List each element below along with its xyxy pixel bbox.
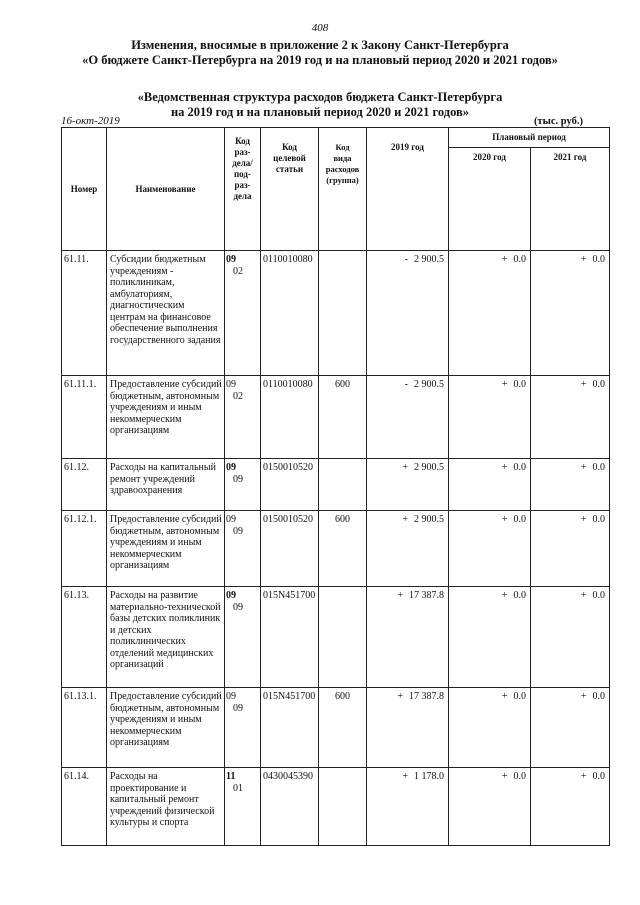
row-amount-2019 <box>367 587 449 688</box>
sign: + <box>501 771 508 782</box>
row-amount-2020 <box>449 511 531 587</box>
sign: + <box>501 379 508 390</box>
value: 0.0 <box>513 691 526 702</box>
header-number: Номер <box>62 128 107 251</box>
row-razdel-code: 11 <box>226 771 236 782</box>
row-amount-2021 <box>531 587 610 688</box>
value: 0.0 <box>513 514 526 525</box>
header-tselevaya-statya: Код целевой статьи <box>261 128 319 251</box>
row-number: 61.11.1. <box>62 376 107 459</box>
row-podrazdel-code: 09 <box>233 702 243 714</box>
row-amount-2020 <box>449 376 531 459</box>
row-name: Предоставление субсидий бюджетным, автономным учреждениям и иным некоммерческим организациям <box>107 688 225 768</box>
row-vid-rashodov: 600 <box>319 376 367 459</box>
row-tselevaya-statya: 0150010520 <box>261 459 319 511</box>
header-name: Наименование <box>107 128 225 251</box>
row-tselevaya-statya: 0110010080 <box>261 251 319 376</box>
sign: + <box>397 590 403 601</box>
row-vid-rashodov <box>319 459 367 511</box>
sign: + <box>580 514 587 525</box>
table-row <box>62 376 610 459</box>
sign: + <box>501 590 508 601</box>
row-razdel <box>225 768 261 846</box>
row-vid-rashodov <box>319 251 367 376</box>
row-number: 61.12. <box>62 459 107 511</box>
value: 0.0 <box>513 771 526 782</box>
value: 2 900.5 <box>414 254 444 265</box>
sign: + <box>402 462 408 473</box>
header-plan-period: Плановый период <box>449 128 610 148</box>
header-vid-rashodov: Код вида расходов (группа) <box>319 128 367 251</box>
row-razdel <box>225 688 261 768</box>
row-number: 61.11. <box>62 251 107 376</box>
row-podrazdel-code: 09 <box>233 601 243 613</box>
sign: + <box>580 590 587 601</box>
sign: + <box>580 691 587 702</box>
units-label: (тыс. руб.) <box>534 116 583 127</box>
row-amount-2019 <box>367 459 449 511</box>
row-amount-2019 <box>367 768 449 846</box>
value: 2 900.5 <box>414 379 444 390</box>
row-podrazdel-code: 01 <box>233 782 243 794</box>
value: 0.0 <box>592 254 605 265</box>
row-razdel-code: 09 <box>226 514 236 525</box>
row-vid-rashodov <box>319 768 367 846</box>
row-razdel-code: 09 <box>226 462 236 473</box>
value: 0.0 <box>592 691 605 702</box>
row-razdel <box>225 511 261 587</box>
budget-table <box>61 127 610 846</box>
sign: + <box>501 254 508 265</box>
row-tselevaya-statya: 0110010080 <box>261 376 319 459</box>
row-name: Предоставление субсидий бюджетным, автономным учреждениям и иным некоммерческим организациям <box>107 376 225 459</box>
row-podrazdel-code: 02 <box>233 390 243 402</box>
sign: + <box>402 514 408 525</box>
row-amount-2020 <box>449 768 531 846</box>
sign: - <box>404 254 408 265</box>
sign: + <box>580 379 587 390</box>
document-date: 16-окт-2019 <box>61 115 120 127</box>
value: 0.0 <box>513 254 526 265</box>
row-name: Расходы на развитие материально-технической базы детских поликлиник и детских поликлинических отделений медицинских организаций <box>107 587 225 688</box>
value: 0.0 <box>592 771 605 782</box>
value: 0.0 <box>592 462 605 473</box>
row-name: Субсидии бюджетным учреждениям - поликлиникам, амбулаториям, диагностическим центрам на финансовое обеспечение выполнения государственного задания <box>107 251 225 376</box>
row-amount-2021 <box>531 768 610 846</box>
row-amount-2019 <box>367 511 449 587</box>
row-name: Расходы на проектирование и капитальный ремонт учреждений физической культуры и спорта <box>107 768 225 846</box>
document-title <box>0 38 640 68</box>
row-amount-2021 <box>531 511 610 587</box>
row-name: Предоставление субсидий бюджетным, автономным учреждениям и иным некоммерческим организациям <box>107 511 225 587</box>
sign: + <box>397 691 403 702</box>
row-amount-2021 <box>531 376 610 459</box>
row-razdel-code: 09 <box>226 254 236 265</box>
sign: - <box>404 379 408 390</box>
value: 1 178.0 <box>414 771 444 782</box>
row-razdel <box>225 587 261 688</box>
sign: + <box>402 771 408 782</box>
row-amount-2020 <box>449 251 531 376</box>
row-razdel <box>225 251 261 376</box>
sign: + <box>580 254 587 265</box>
row-podrazdel-code: 09 <box>233 473 243 485</box>
table-row <box>62 251 610 376</box>
table-title-line: на 2019 год и на плановый период 2020 и 2021 годов» <box>170 105 470 119</box>
header-2021: 2021 год <box>531 148 610 251</box>
row-amount-2020 <box>449 587 531 688</box>
row-amount-2019 <box>367 251 449 376</box>
sign: + <box>501 691 508 702</box>
row-razdel <box>225 376 261 459</box>
table-row <box>62 459 610 511</box>
header-2020: 2020 год <box>449 148 531 251</box>
row-tselevaya-statya: 015N451700 <box>261 587 319 688</box>
row-razdel-code: 09 <box>226 379 236 390</box>
document-title-line: Изменения, вносимые в приложение 2 к Закону Санкт-Петербурга <box>131 38 509 52</box>
value: 0.0 <box>592 514 605 525</box>
row-amount-2020 <box>449 459 531 511</box>
row-tselevaya-statya: 015N451700 <box>261 688 319 768</box>
table-row <box>62 688 610 768</box>
sign: + <box>580 771 587 782</box>
row-amount-2020 <box>449 688 531 768</box>
row-amount-2019 <box>367 688 449 768</box>
table-row <box>62 768 610 846</box>
sign: + <box>501 514 508 525</box>
document-title-line: «О бюджете Санкт-Петербурга на 2019 год и на плановый период 2020 и 2021 годов» <box>82 53 558 67</box>
row-amount-2021 <box>531 459 610 511</box>
header-razdel: Код раз- дела/ под- раз- дела <box>225 128 261 251</box>
row-podrazdel-code: 02 <box>233 265 243 277</box>
table-row <box>62 587 610 688</box>
table-title-line: «Ведомственная структура расходов бюджета Санкт-Петербурга <box>137 90 503 104</box>
value: 17 387.8 <box>409 691 444 702</box>
sign: + <box>580 462 587 473</box>
row-name: Расходы на капитальный ремонт учреждений здравоохранения <box>107 459 225 511</box>
sign: + <box>501 462 508 473</box>
row-tselevaya-statya: 0150010520 <box>261 511 319 587</box>
value: 2 900.5 <box>414 514 444 525</box>
page-number: 408 <box>311 22 329 34</box>
value: 0.0 <box>513 590 526 601</box>
row-tselevaya-statya: 0430045390 <box>261 768 319 846</box>
value: 0.0 <box>513 379 526 390</box>
row-vid-rashodov: 600 <box>319 511 367 587</box>
row-amount-2021 <box>531 251 610 376</box>
header-2019: 2019 год <box>367 128 449 251</box>
value: 0.0 <box>513 462 526 473</box>
value: 0.0 <box>592 590 605 601</box>
row-number: 61.14. <box>62 768 107 846</box>
row-amount-2021 <box>531 688 610 768</box>
row-podrazdel-code: 09 <box>233 525 243 537</box>
row-razdel <box>225 459 261 511</box>
row-number: 61.12.1. <box>62 511 107 587</box>
value: 0.0 <box>592 379 605 390</box>
row-vid-rashodov <box>319 587 367 688</box>
row-number: 61.13.1. <box>62 688 107 768</box>
table-row <box>62 511 610 587</box>
value: 2 900.5 <box>414 462 444 473</box>
row-amount-2019 <box>367 376 449 459</box>
row-razdel-code: 09 <box>226 691 236 702</box>
row-vid-rashodov: 600 <box>319 688 367 768</box>
row-razdel-code: 09 <box>226 590 236 601</box>
value: 17 387.8 <box>409 590 444 601</box>
row-number: 61.13. <box>62 587 107 688</box>
